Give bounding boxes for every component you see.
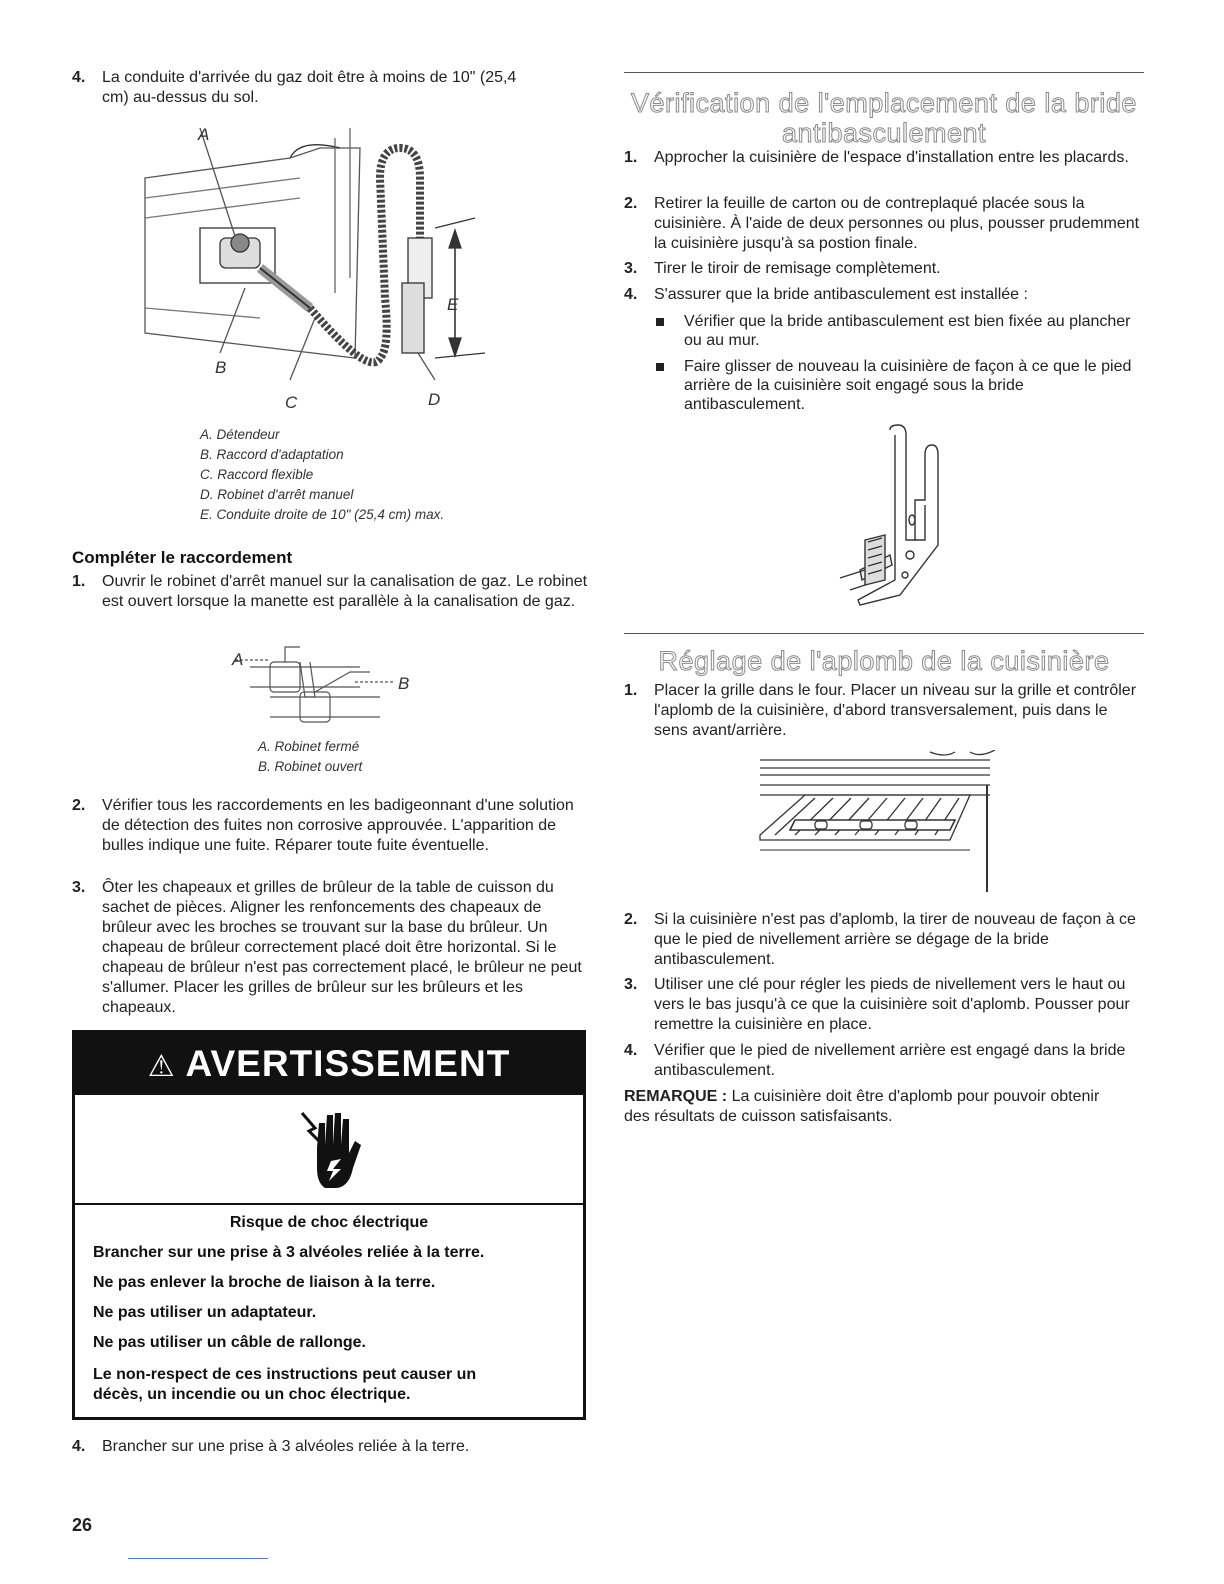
step-number: 4.: [624, 1042, 638, 1059]
step-text: S'assurer que la bride antibasculement est installée :: [654, 286, 1028, 303]
step-number: 3.: [624, 976, 638, 993]
step-1-open-valve: [72, 572, 592, 612]
step-number: 2.: [624, 195, 638, 212]
note-paragraph: [624, 1087, 1124, 1127]
fig2-label-a: A: [232, 650, 244, 669]
fig1-captions: [200, 425, 530, 525]
step-text: Tirer le tiroir de remisage complètement.: [654, 260, 941, 277]
fig2-captions: [258, 737, 458, 777]
section-title-antitip: Vérification de l'emplacement de la bride antibasculement: [631, 88, 1137, 148]
step-text: Utiliser une clé pour régler les pieds de nivellement vers le haut ou vers le bas jusqu'à ce que la cuisinière soit d'aplomb. Pousser pour remettre la cuisinière en place.: [654, 976, 1130, 1033]
step-text: Vérifier que le pied de nivellement arrière est engagé dans la bride antibasculement.: [654, 1042, 1126, 1079]
warning-line: Ne pas utiliser un câble de rallonge.: [93, 1334, 366, 1351]
footer-line: [128, 1558, 268, 1559]
warning-triangle-icon: ⚠: [147, 1050, 176, 1083]
step-number: 2.: [72, 797, 86, 814]
step-text: Si la cuisinière n'est pas d'aplomb, la tirer de nouveau de façon à ce que le pied de nivellement arrière se dégage de la bride antibasculement.: [654, 911, 1136, 968]
step-number: 4.: [72, 1438, 86, 1455]
step-number: 2.: [624, 911, 638, 928]
antitip-step-3: [624, 259, 1144, 279]
electric-shock-hand-icon: [297, 1103, 367, 1198]
step-number: 3.: [624, 260, 638, 277]
bullet-text: Vérifier que la bride antibasculement est bien fixée au plancher ou au mur.: [684, 313, 1131, 349]
step-text: Retirer la feuille de carton ou de contreplaqué placée sous la cuisinière. À l'aide de deux personnes ou plus, pousser prudemment la cuisinière jusqu'à sa postion finale.: [654, 195, 1140, 252]
step-text: Vérifier tous les raccordements en les badigeonnant d'une solution de détection des fuites non corrosive approuvée. L'apparition de bulles indique une fuite. Réparer toute fuite éventuelle.: [102, 797, 574, 854]
oven-rack-level-illustration: [755, 750, 995, 895]
caption-line: A. Robinet fermé: [258, 739, 360, 754]
bullet-square-icon: [656, 318, 664, 326]
section-rule: [624, 633, 1144, 634]
caption-line: E. Conduite droite de 10" (25,4 cm) max.: [200, 507, 445, 522]
step-2-check-leaks: [72, 796, 592, 856]
leveling-step-4: [624, 1041, 1144, 1081]
step-number: 4.: [624, 286, 638, 303]
step-number: 3.: [72, 879, 86, 896]
antitip-step-1: [624, 148, 1144, 168]
warning-title: AVERTISSEMENT: [185, 1043, 511, 1084]
warning-line: Brancher sur une prise à 3 alvéoles reliée à la terre.: [93, 1244, 485, 1261]
warning-line: Ne pas utiliser un adaptateur.: [93, 1304, 317, 1321]
step-text: Placer la grille dans le four. Placer un niveau sur la grille et contrôler l'aplomb de la cuisinière, d'abord transversalement, puis dans le sens avant/arrière.: [654, 682, 1137, 739]
warning-line: Ne pas enlever la broche de liaison à la terre.: [93, 1274, 436, 1291]
fig1-label-e: E: [447, 295, 459, 314]
warning-hazard: Risque de choc électrique: [229, 1214, 429, 1231]
section-rule: [624, 72, 1144, 73]
fig1-label-b: B: [215, 358, 227, 377]
step-number: 1.: [624, 149, 638, 166]
section-title-leveling: Réglage de l'aplomb de la cuisinière: [658, 646, 1110, 676]
valve-positions-illustration: [230, 642, 430, 742]
antitip-step-4: [624, 285, 1144, 305]
warning-header: [75, 1033, 583, 1095]
step-number: 4.: [72, 69, 86, 86]
caption-line: D. Robinet d'arrêt manuel: [200, 487, 354, 502]
antitip-bullet: [656, 312, 1144, 350]
leveling-step-3: [624, 975, 1144, 1035]
fig1-label-a: A: [198, 125, 210, 144]
antitip-step-2: [624, 194, 1144, 254]
antitip-bracket-illustration: [820, 420, 970, 615]
caption-line: B. Raccord d'adaptation: [200, 447, 344, 462]
step-text: La conduite d'arrivée du gaz doit être à moins de 10" (25,4 cm) au-dessus du sol.: [102, 69, 517, 106]
step-text: Ôter les chapeaux et grilles de brûleur de la table de cuisson du sachet de pièces. Aligner les renfoncements des chapeaux de brûleur avec les broches se trouvant sur la base du brûleur. Un chapeau de brûleur correctement placé doit être horizontal. Si le chapeau de brûleur n'est pas correctement placé, le brûleur ne peut s'allumer. Placer les grilles de brûleur sur les brûleurs et les chapeaux.: [102, 879, 582, 1016]
step-text: Brancher sur une prise à 3 alvéoles reliée à la terre.: [102, 1438, 470, 1455]
gas-connection-illustration: [140, 118, 510, 418]
leveling-step-1: [624, 681, 1144, 741]
step-4-plug-in: [72, 1437, 592, 1457]
caption-line: A. Détendeur: [200, 427, 280, 442]
antitip-bullet: [656, 357, 1144, 414]
step-3-burner-caps: [72, 878, 592, 1018]
caption-line: B. Robinet ouvert: [258, 759, 363, 774]
note-label: REMARQUE :: [624, 1088, 728, 1105]
subheading-completer: Compléter le raccordement: [72, 548, 293, 567]
step-number: 1.: [624, 682, 638, 699]
fig2-label-b: B: [398, 674, 410, 693]
warning-consequence: Le non-respect de ces instructions peut causer un décès, un incendie ou un choc électrique.: [93, 1366, 477, 1403]
warning-divider: [75, 1203, 583, 1205]
caption-line: C. Raccord flexible: [200, 467, 314, 482]
step-number: 1.: [72, 573, 86, 590]
fig1-label-c: C: [285, 393, 298, 412]
bullet-square-icon: [656, 363, 664, 371]
step-text: Approcher la cuisinière de l'espace d'installation entre les placards.: [654, 149, 1129, 166]
warning-box: [72, 1030, 586, 1420]
page-number: 26: [72, 1515, 93, 1535]
leveling-step-2: [624, 910, 1144, 970]
step-text: Ouvrir le robinet d'arrêt manuel sur la canalisation de gaz. Le robinet est ouvert lorsque la manette est parallèle à la canalisation de gaz.: [102, 573, 588, 610]
bullet-text: Faire glisser de nouveau la cuisinière de façon à ce que le pied arrière de la cuisinière soit engagé sous la bride antibasculement.: [684, 358, 1132, 413]
note-text: La cuisinière doit être d'aplomb pour pouvoir obtenir des résultats de cuisson satisfaisants.: [624, 1088, 1100, 1125]
fig1-label-d: D: [428, 390, 441, 409]
step-4-gas-line: [72, 68, 522, 108]
